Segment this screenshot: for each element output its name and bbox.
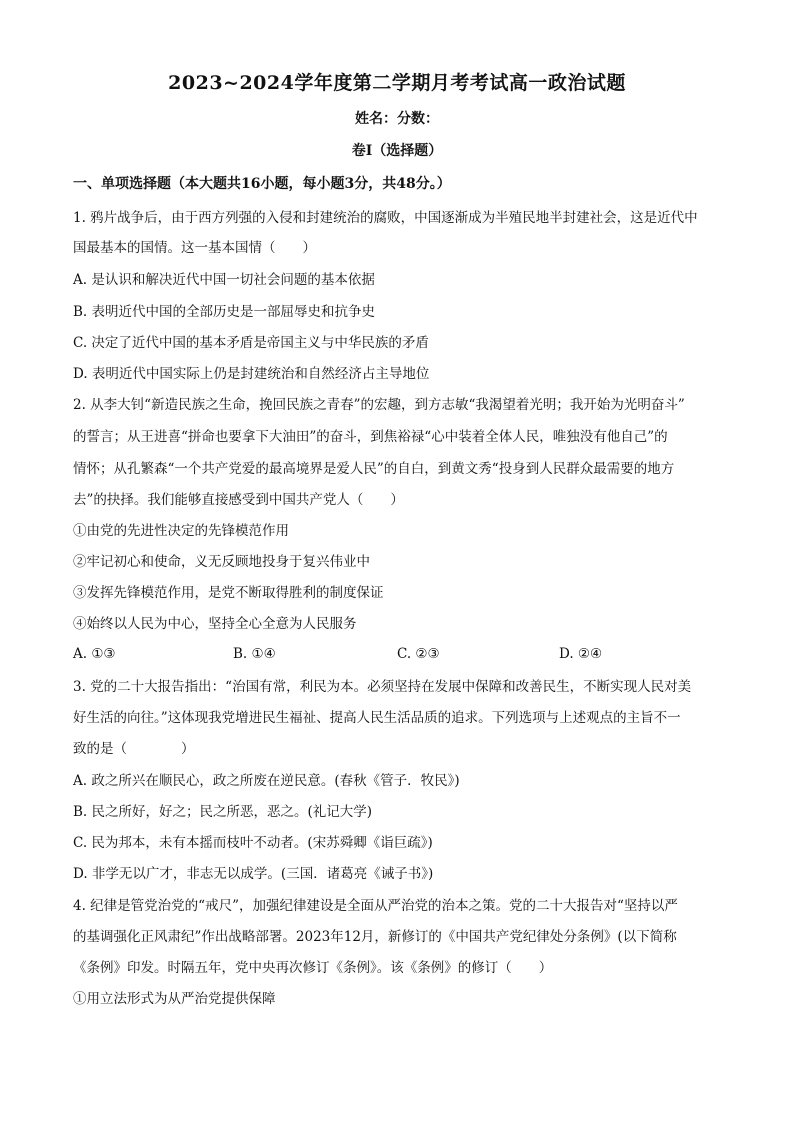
q2-choices (73, 646, 733, 666)
name-score-line: 姓名：分数： (355, 111, 439, 127)
q1-option-c: C. 决定了近代中国的基本矛盾是帝国主义与中华民族的矛盾 (73, 335, 429, 351)
q2-statement-3: ③发挥先锋模范作用，是党不断取得胜利的制度保证 (73, 585, 384, 601)
q3-option-d: D. 非学无以广才，非志无以成学。(三国．诸葛亮《诫子书》) (73, 866, 434, 882)
q1-stem-line-2: 国最基本的国情。这一基本国情（ ） (73, 240, 316, 256)
q2-stem-line-4: 去”的抉择。我们能够直接感受到中国共产党人（ ） (73, 492, 404, 508)
q2-stem-line-3: 情怀；从孔繁森“一个共产党爱的最高境界是爱人民”的自白，到黄文秀“投身到人民群众最需要的地方 (73, 461, 675, 477)
q1-option-a: A. 是认识和解决近代中国一切社会问题的基本依据 (73, 272, 375, 288)
volume-heading: 卷Ⅰ（选择题） (351, 143, 443, 159)
q4-stem-line-2: 的基调强化正风肃纪”作出战略部署。2023年12月，新修订的《中国共产党纪律处分条例》(以下简称 (73, 929, 677, 945)
q3-option-c: C. 民为邦本，未有本摇而枝叶不动者。(宋苏舜卿《诣巨疏》) (73, 835, 433, 851)
q2-choice-c: C. ②③ (397, 646, 440, 662)
q4-stem-line-1: 4. 纪律是管党治党的“戒尺”，加强纪律建设是全面从严治党的治本之策。党的二十大报告对“坚持以严 (73, 898, 678, 914)
q1-option-b: B. 表明近代中国的全部历史是一部屈辱史和抗争史 (73, 304, 376, 320)
q3-option-b: B. 民之所好，好之；民之所恶，恶之。(礼记大学) (73, 804, 373, 820)
q2-choice-d: D. ②④ (559, 646, 603, 662)
section-heading: 一、单项选择题（本大题共16小题，每小题3分，共48分。） (73, 176, 451, 192)
q1-option-d: D. 表明近代中国实际上仍是封建统治和自然经济占主导地位 (73, 366, 430, 382)
q2-stem-line-2: 的誓言；从王进喜“拼命也要拿下大油田”的奋斗，到焦裕禄“心中装着全体人民，唯独没有他自己”的 (73, 429, 668, 445)
q3-option-a: A. 政之所兴在顺民心，政之所废在逆民意。(春秋《管子．牧民》) (73, 773, 460, 789)
exam-title: 2023~2024学年度第二学期月考考试高一政治试题 (168, 72, 626, 94)
q4-stem-line-3: 《条例》印发。时隔五年，党中央再次修订《条例》。该《条例》的修订（ ） (73, 960, 553, 976)
q2-choice-a: A. ①③ (73, 646, 116, 662)
q3-stem-line-2: 好生活的向往。”这体现我党增进民生福祉、提高人民生活品质的追求。下列选项与上述观点的主旨不一 (73, 710, 681, 726)
q1-stem-line-1: 1. 鸦片战争后，由于西方列强的入侵和封建统治的腐败，中国逐渐成为半殖民地半封建社会，这是近代中 (73, 210, 698, 226)
q2-choice-b: B. ①④ (233, 646, 276, 662)
q3-stem-line-1: 3. 党的二十大报告指出：“治国有常，利民为本。必须坚持在发展中保障和改善民生，不断实现人民对美 (73, 679, 692, 695)
q2-statement-1: ①由党的先进性决定的先锋模范作用 (73, 523, 289, 539)
q2-statement-4: ④始终以人民为中心，坚持全心全意为人民服务 (73, 616, 357, 632)
q2-statement-2: ②牢记初心和使命，义无反顾地投身于复兴伟业中 (73, 554, 370, 570)
q3-stem-line-3: 致的是（ ） (73, 741, 195, 757)
q4-statement-1: ①用立法形式为从严治党提供保障 (73, 991, 276, 1007)
q2-stem-line-1: 2. 从李大钊“新造民族之生命，挽回民族之青春”的宏趣，到方志敏“我渴望着光明；我开始为光明奋斗” (73, 397, 685, 413)
